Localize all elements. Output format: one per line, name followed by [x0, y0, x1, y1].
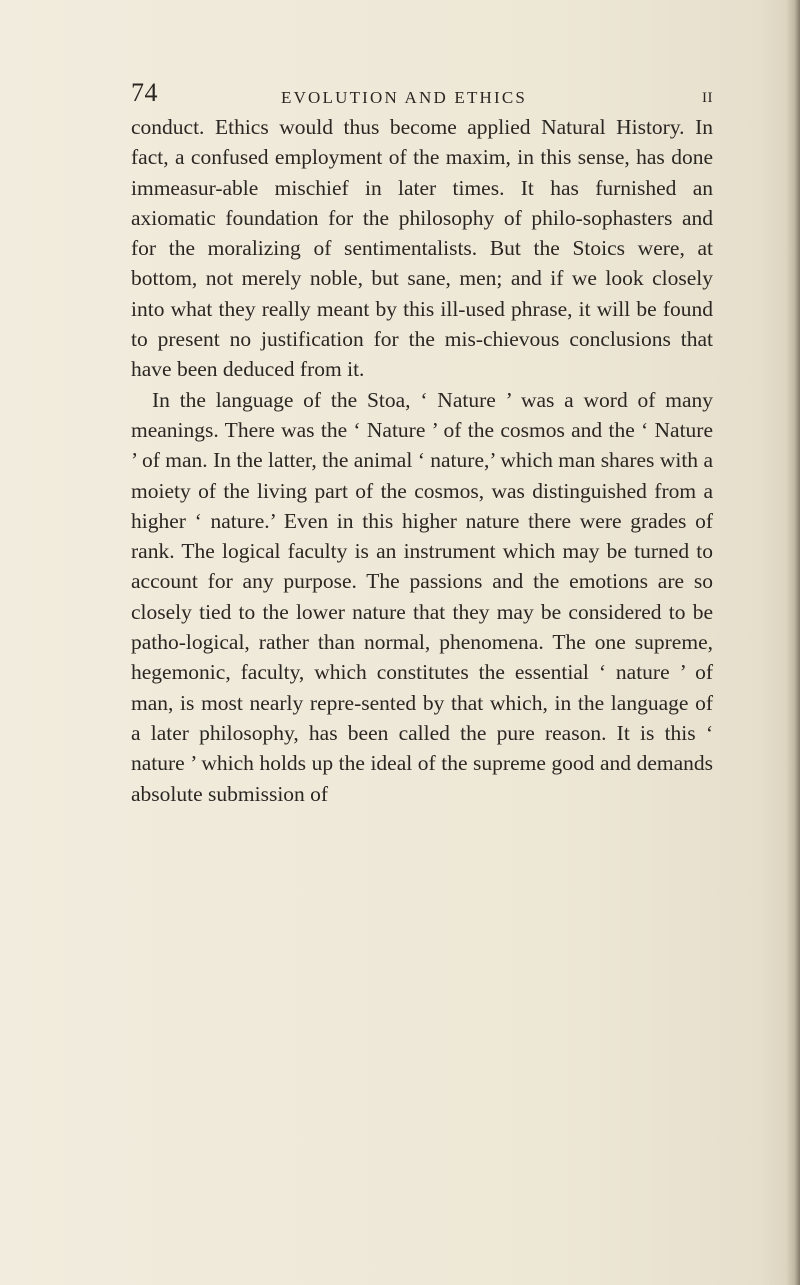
- paragraph-2: In the language of the Stoa, ‘ Nature ’ was a word of many meanings. There was the ‘ Nature ’ of the cosmos and the ‘ Nature ’ of man. In the latter, the animal ‘ nature,’ which man shares with a moiety of the living part of the cosmos, was distinguished from a higher ‘ nature.’ Even in this higher nature there were grades of rank. The logical faculty is an instrument which may be turned to account for any purpose. The passions and the emotions are so closely tied to the lower nature that they may be considered to be patho-logical, rather than normal, phenomena. The one supreme, hegemonic, faculty, which constitutes the essential ‘ nature ’ of man, is most nearly repre-sented by that which, in the language of a later philosophy, has been called the pure reason. It is this ‘ nature ’ which holds up the ideal of the supreme good and demands absolute submission of: [131, 387, 713, 806]
- paragraph-1: conduct. Ethics would thus become applied Natural History. In fact, a confused employment of the maxim, in this sense, has done immeasur-able mischief in later times. It has furnished an axiomatic foundation for the philosophy of philo-sophasters and for the moralizing of sentimentalists. But the Stoics were, at bottom, not merely noble, but sane, men; and if we look closely into what they really meant by this ill-used phrase, it will be found to present no justification for the mis-chievous conclusions that have been deduced from it.: [131, 115, 713, 382]
- body-text: [131, 112, 713, 809]
- running-title: EVOLUTION AND ETHICS: [281, 88, 528, 107]
- page-edge-shadow: [786, 0, 800, 1285]
- page-number: 74: [131, 78, 158, 107]
- chapter-numeral: II: [702, 90, 713, 106]
- running-head: [131, 78, 713, 114]
